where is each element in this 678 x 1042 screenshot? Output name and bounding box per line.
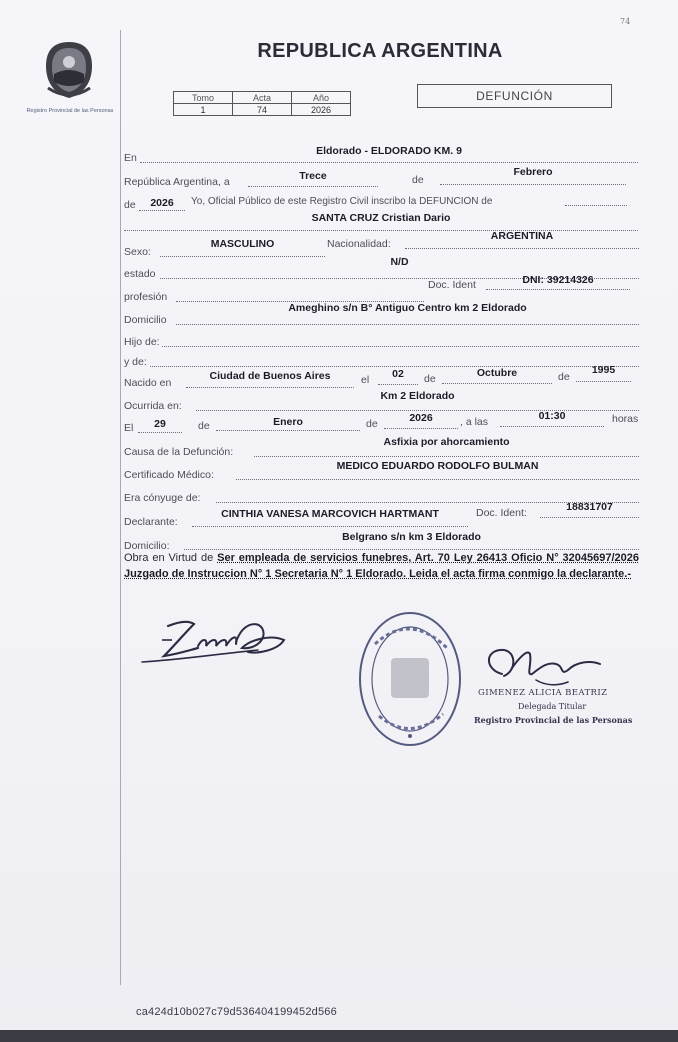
label-nacionalidad: Nacionalidad: [327,238,391,250]
value-estado: N/D [390,256,409,268]
dotted-line [139,210,185,211]
label-hijo-de: Hijo de: [124,336,160,348]
dotted-line [192,526,468,527]
label-horas: horas [612,413,639,425]
value-anio: 2026 [292,104,351,116]
value-doc-declarante: 18831707 [566,501,613,513]
dotted-line [486,289,630,290]
label-el-fecha: El [124,422,134,434]
label-de-anio: de [124,199,136,211]
label-de-nac2: de [558,371,570,383]
value-dia-letras: Trece [299,170,327,182]
label-causa: Causa de la Defunción: [124,446,234,458]
official-organism: Registro Provincial de las Personas [474,715,633,725]
label-ocurrida-en: Ocurrida en: [124,400,182,412]
value-nombre: SANTA CRUZ Cristian Dario [311,212,451,224]
label-estado: estado [124,268,156,280]
official-seal-stamp [355,608,465,750]
value-dia-nacimiento: 02 [392,368,404,380]
value-lugar-defuncion: Km 2 Eldorado [380,390,455,402]
dotted-line [405,248,639,249]
dotted-line [576,381,631,382]
value-nacionalidad: ARGENTINA [490,230,554,242]
official-role: Delegada Titular [518,702,587,711]
value-mes-defuncion: Enero [273,416,303,428]
value-dni: DNI: 39214326 [522,274,594,286]
value-tomo: 1 [174,104,233,116]
provincial-crest-logo [40,38,98,102]
label-y-de: y de: [124,356,147,368]
declarant-signature [138,610,290,670]
dotted-line [254,456,639,457]
label-de-def1: de [198,420,210,432]
dotted-line [540,517,639,518]
header-anio: Año [292,92,351,104]
value-lugar: Eldorado - ELDORADO KM. 9 [316,145,462,157]
value-causa: Asfixia por ahorcamiento [383,436,510,448]
margin-line [120,30,121,985]
label-de-def2: de [366,418,378,430]
dotted-line [384,428,458,429]
official-signature [472,640,632,690]
page-number: 74 [620,17,631,26]
tipo-acta-box: DEFUNCIÓN [417,84,612,108]
label-de: de [412,174,424,186]
value-sexo: MASCULINO [210,238,275,250]
label-de-nac1: de [424,373,436,385]
label-domicilio: Domicilio [124,314,167,326]
value-anio-nacimiento: 1995 [591,364,616,376]
dotted-line [176,324,639,325]
value-anio-defuncion: 2026 [409,412,433,424]
label-oficial: Yo, Oficial Público de este Registro Civil inscribo la DEFUNCION de [191,196,493,207]
dotted-line [216,430,360,431]
value-hora-defuncion: 01:30 [538,410,566,422]
label-doc-ident-declarante: Doc. Ident: [476,507,527,519]
dotted-line [236,479,639,480]
acta-table [173,91,351,116]
scan-edge [0,1030,678,1042]
value-domicilio: Ameghino s/n B° Antiguo Centro km 2 Eldorado [288,302,527,314]
obra-prefix: Obra en Virtud de [124,552,214,564]
header-tomo: Tomo [174,92,233,104]
label-republica-a: República Argentina, a [124,176,230,188]
label-conyuge: Era cónyuge de: [124,492,201,504]
dotted-line [440,184,626,185]
label-certificado: Certificado Médico: [124,469,214,481]
dotted-line [500,426,604,427]
label-a-las: , a las [460,416,489,428]
value-domicilio-declarante: Belgrano s/n km 3 Eldorado [342,531,481,543]
value-dia-defuncion: 29 [154,418,166,430]
label-profesion: profesión [124,291,168,303]
value-mes: Febrero [513,166,553,178]
value-lugar-nacimiento: Ciudad de Buenos Aires [209,370,331,382]
label-sexo: Sexo: [124,246,151,258]
label-nacido-en: Nacido en [124,377,172,389]
dotted-line [186,387,354,388]
document-hash: ca424d10b027c79d536404199452d566 [136,1006,337,1018]
obra-en-virtud [124,550,639,582]
document-title: REPUBLICA ARGENTINA [257,40,503,62]
dotted-line [248,186,378,187]
obra-text: Ser empleada de servicios funebres, Art. 70 Ley 26413 Oficio N° 32045697/2026 Juzgado de Instruccion N° 1 Secretaria N° 1 Eldorado. Leida el acta firma conmigo la declarante.- [124,552,639,580]
header-acta: Acta [233,92,292,104]
label-el: el [361,374,370,386]
value-medico: MEDICO EDUARDO RODOLFO BULMAN [336,460,539,472]
dotted-line [138,432,182,433]
value-mes-nacimiento: Octubre [476,367,518,379]
label-en: En [124,152,137,164]
dotted-line [162,346,639,347]
value-declarante: CINTHIA VANESA MARCOVICH HARTMANT [221,508,439,520]
label-declarante: Declarante: [124,516,178,528]
dotted-line [378,384,418,385]
label-domicilio-declarante: Domicilio: [124,540,170,552]
dotted-line [565,205,627,206]
dotted-line [150,366,639,367]
label-doc-ident: Doc. Ident [428,279,476,291]
official-name: GIMENEZ ALICIA BEATRIZ [478,688,608,698]
logo-caption: Registro Provincial de las Personas [26,108,114,114]
dotted-line [442,383,552,384]
dotted-line [140,162,638,163]
value-anio: 2026 [150,197,174,209]
value-acta: 74 [233,104,292,116]
